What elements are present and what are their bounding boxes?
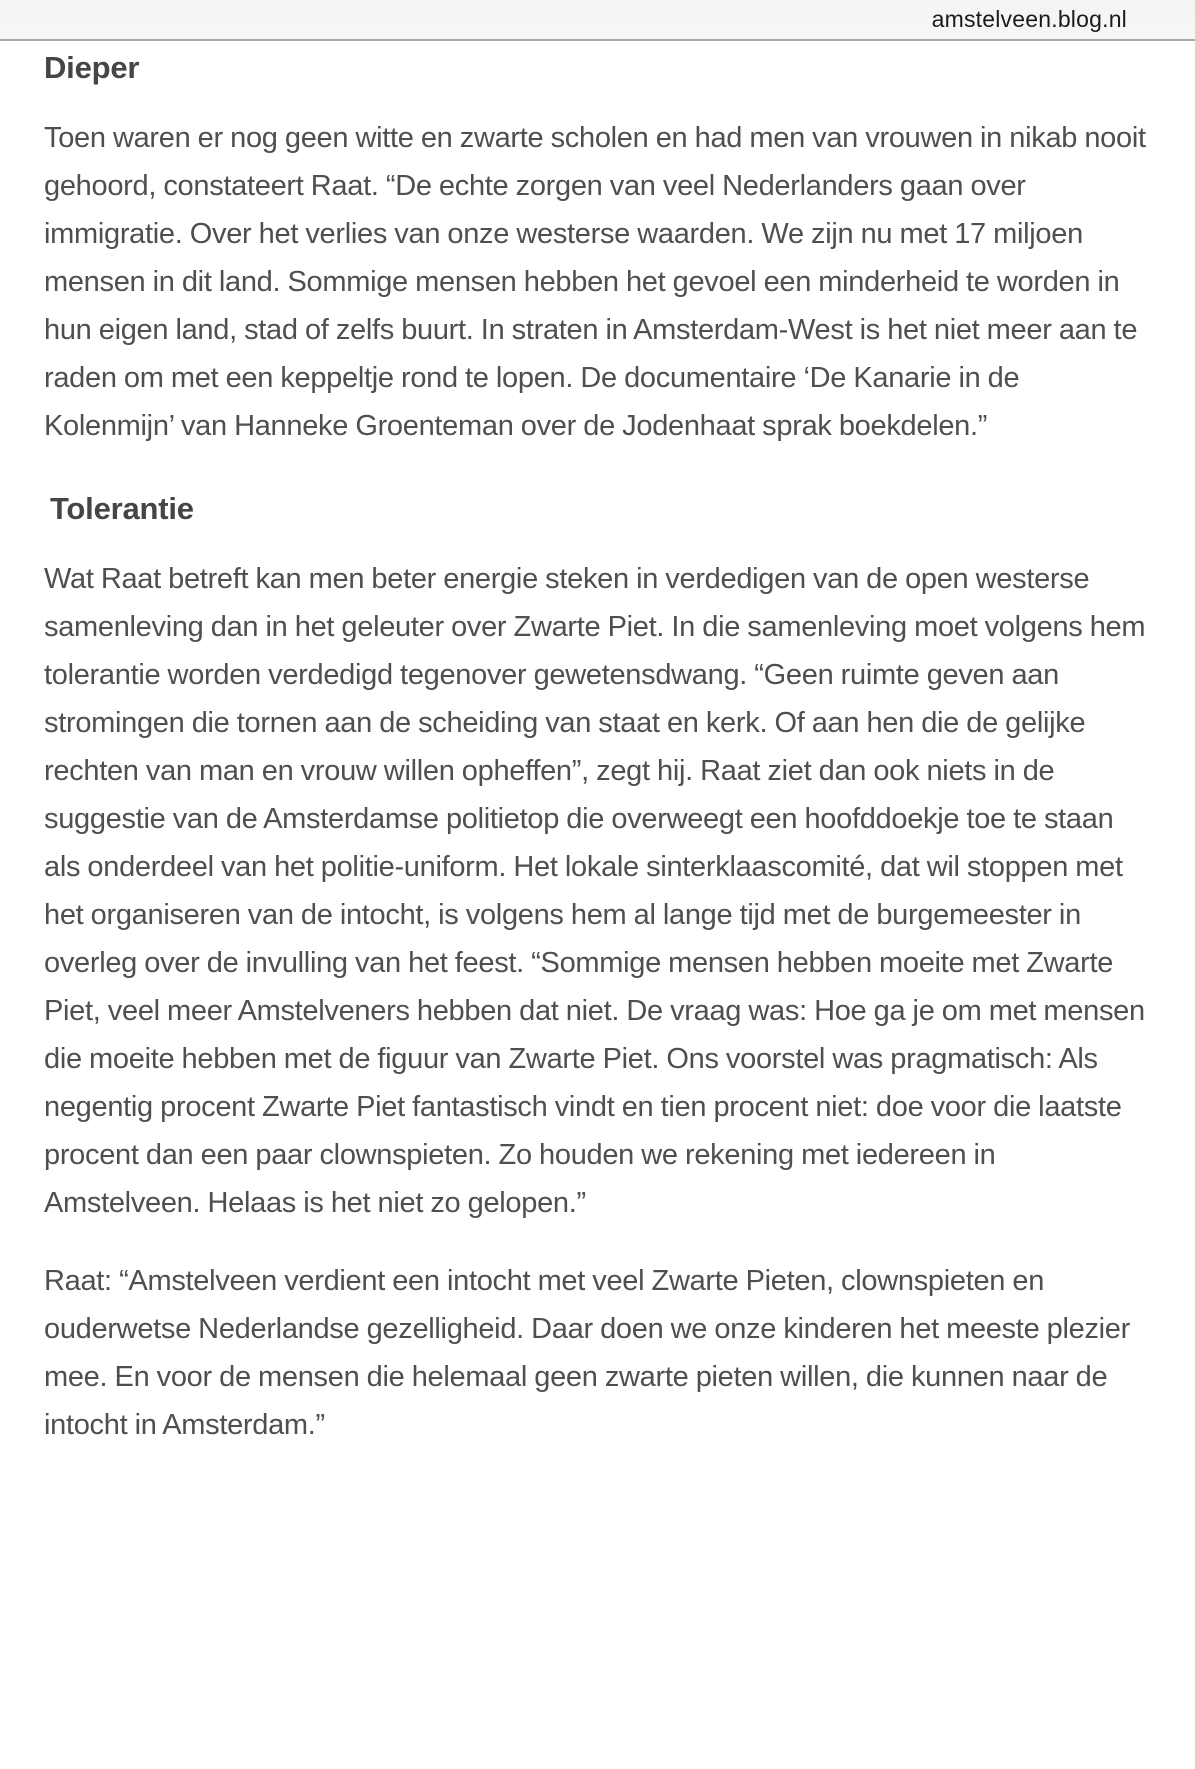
paragraph-quote-raat: Raat: “Amstelveen verdient een intocht met veel Zwarte Pieten, clownspieten en ouderwetse Nederlandse gezelligheid. Daar doen we onze kinderen het meeste plezier mee. En voor de mensen die helemaal geen zwarte pieten willen, die kunnen naar de intocht in Amsterdam.” (44, 1264, 1130, 1441)
section-heading-tolerantie: Tolerantie (50, 490, 194, 526)
section-heading-dieper: Dieper (44, 50, 140, 85)
paragraph-dieper: Toen waren er nog geen witte en zwarte scholen en had men van vrouwen in nikab nooit gehoord, constateert Raat. “De echte zorgen van veel Nederlanders gaan over immigratie. Over het verlies van onze westerse waarden. We zijn nu met 17 miljoen mensen in dit land. Sommige mensen hebben het gevoel een minderheid te worden in hun eigen land, stad of zelfs buurt. In straten in Amsterdam-West is het niet meer aan te raden om met een keppeltje rond te lopen. De documentaire ‘De Kanarie in de Kolenmijn’ van Hanneke Groenteman over de Jodenhaat sprak boekdelen.” (44, 121, 1146, 442)
article-content (0, 41, 1195, 1449)
paragraph-tolerantie: Wat Raat betreft kan men beter energie steken in verdedigen van de open westerse samenleving dan in het geleuter over Zwarte Piet. In die samenleving moet volgens hem tolerantie worden verdedigd tegenover gewetensdwang. “Geen ruimte geven aan stromingen die tornen aan de scheiding van staat en kerk. Of aan hen die de gelijke rechten van man en vrouw willen opheffen”, zegt hij. Raat ziet dan ook niets in de suggestie van de Amsterdamse politietop die overweegt een hoofddoekje toe te staan als onderdeel van het politie-uniform. Het lokale sinterklaascomité, dat wil stoppen met het organiseren van de intocht, is volgens hem al lange tijd met de burgemeester in overleg over de invulling van het feest. “Sommige mensen hebben moeite met Zwarte Piet, veel meer Amstelveners hebben dat niet. De vraag was: Hoe ga je om met mensen die moeite hebben met de figuur van Zwarte Piet. Ons voorstel was pragmatisch: Als negentig procent Zwarte Piet fantastisch vindt en tien procent niet: doe voor die laatste procent dan een paar clownspieten. Zo houden we rekening met iedereen in Amstelveen. Helaas is het niet zo gelopen.” (44, 562, 1146, 1219)
site-url-label: amstelveen.blog.nl (931, 6, 1127, 32)
site-header-bar (0, 0, 1195, 41)
